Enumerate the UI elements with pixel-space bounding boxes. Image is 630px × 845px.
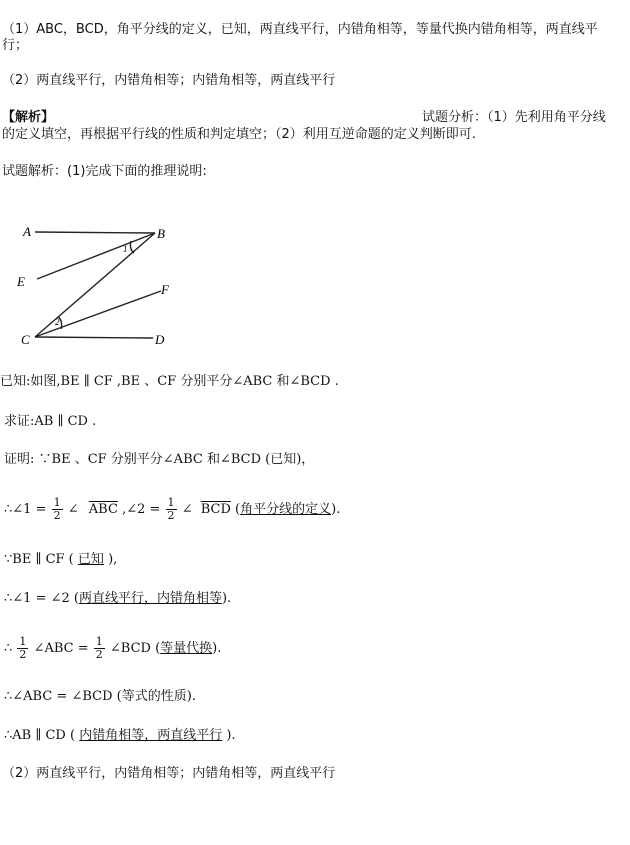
label-F: F <box>161 282 169 297</box>
label-D: D <box>155 332 165 347</box>
step1-mid: ,∠2 = <box>122 502 161 517</box>
step1-blank2: $\overline{BCD}$ <box>200 502 231 517</box>
segment-CB <box>35 233 155 337</box>
step1-reason-open: ( <box>235 502 241 517</box>
label-C: C <box>21 332 30 347</box>
answer2: （2）两直线平行，内错角相等；内错角相等，两直线平行 <box>2 73 336 88</box>
label-E: E <box>17 274 25 289</box>
step4-blank: 等量代换 <box>160 641 213 656</box>
part2-answer: （2）两直线平行，内错角相等；内错角相等，两直线平行 <box>2 766 336 781</box>
step2-blank: 已知 <box>77 552 104 567</box>
label-angle2: 2 <box>55 317 60 327</box>
proof-start: 证明: ∵BE 、CF 分别平分∠ABC 和∠BCD (已知)， <box>4 452 315 467</box>
step6: ∴AB ∥ CD ( 内错角相等，两直线平行 ). <box>4 728 236 743</box>
step4-fraction-a: $\frac{1}{2}$ <box>19 635 27 661</box>
analysis-heading: 【解析】 <box>2 110 55 125</box>
answer1-line2: 行； <box>2 38 29 53</box>
step1-angle-sym-b: ∠ <box>181 502 193 517</box>
step1 <box>4 497 340 522</box>
analysis-right-text: 试题分析：（1）先利用角平分线 <box>422 110 606 125</box>
solution-intro: 试题解析：(1)完成下面的推理说明: <box>2 164 207 179</box>
analysis-line2: 的定义填空，再根据平行线的性质和判定填空；（2）利用互逆命题的定义判断即可. <box>2 127 476 142</box>
step1-lead: ∴∠1 = <box>4 502 47 517</box>
step4-fraction-b: $\frac{1}{2}$ <box>95 635 103 661</box>
step2: ∵BE ∥ CF ( 已知 ), <box>4 552 118 567</box>
step6-blank: 内错角相等，两直线平行 <box>79 728 223 743</box>
step5: ∴∠ABC = ∠BCD (等式的性质). <box>4 689 196 704</box>
label-B: B <box>157 226 165 241</box>
step3: ∴∠1 = ∠2 (两直线平行，内错角相等). <box>4 591 232 606</box>
geometry-figure <box>15 220 205 360</box>
prove-statement: 求证:AB ∥ CD . <box>4 414 97 429</box>
segment-AB <box>35 232 155 233</box>
given-statement: 已知:如图,BE ∥ CF ,BE 、CF 分别平分∠ABC 和∠BCD . <box>0 374 339 389</box>
step4: ∴ $\frac{1}{2}$ ∠ABC = $\frac{1}{2}$ ∠BCD (等量代换). <box>4 635 222 661</box>
segment-EB <box>37 233 155 279</box>
label-angle1: 1 <box>123 244 128 254</box>
segment-CF <box>35 291 161 337</box>
step3-blank: 两直线平行，内错角相等 <box>78 591 222 606</box>
step1-fraction-a: $\frac{1}{2}$ <box>53 496 61 522</box>
step1-blank1: $\overline{ABC}$ <box>88 502 118 517</box>
step1-reason: 角平分线的定义 <box>240 502 332 517</box>
segment-CD <box>35 337 153 338</box>
step1-angle-sym-a: ∠ <box>67 502 79 517</box>
step1-fraction-b: $\frac{1}{2}$ <box>167 496 175 522</box>
label-A: A <box>23 224 31 239</box>
answer1-line1: （1）ABC，BCD，角平分线的定义，已知，两直线平行，内错角相等，等量代换内错角相等，两直线平 <box>2 22 598 37</box>
step1-reason-close: ). <box>331 502 341 517</box>
